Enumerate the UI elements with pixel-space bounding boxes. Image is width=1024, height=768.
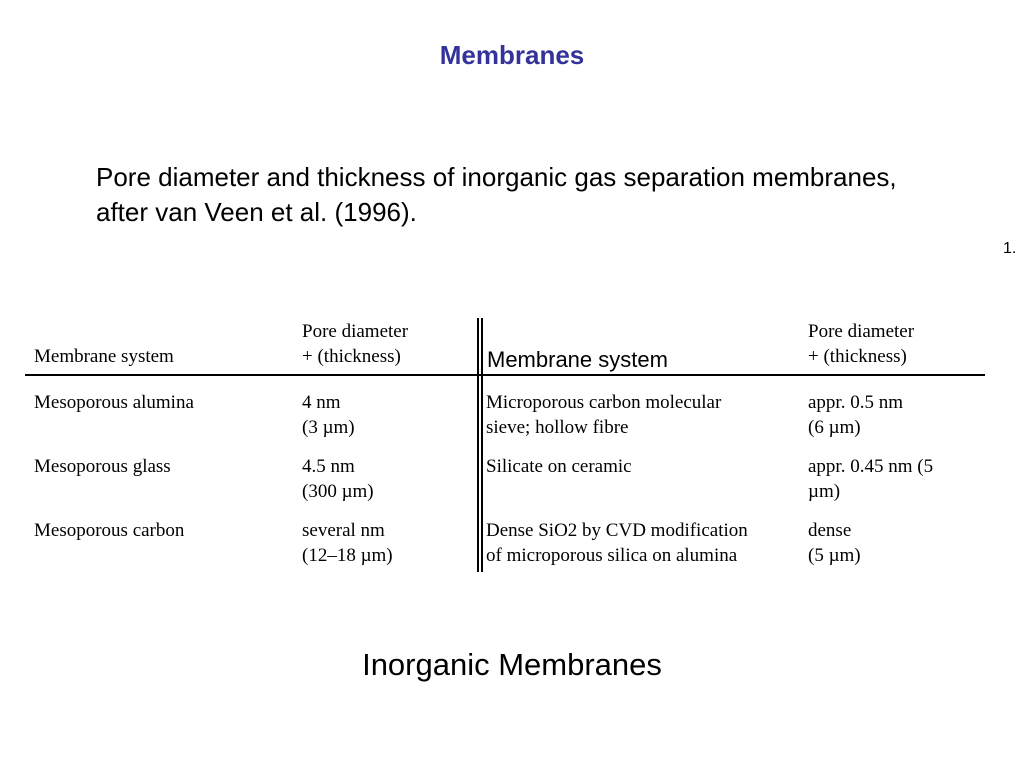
- row-3-left-system: Mesoporous carbon: [34, 520, 185, 541]
- row-1-left-pore: [302, 390, 355, 440]
- header-left-pore-line-2: + (thickness): [302, 346, 401, 367]
- header-right-membrane-system: Membrane system: [487, 347, 668, 372]
- row-2-left-system: Mesoporous glass: [34, 456, 171, 477]
- row-3-right-pore-line-2: (5 µm): [808, 545, 861, 566]
- bottom-title: Inorganic Membranes: [362, 647, 662, 682]
- row-1-right-system-line-1: Microporous carbon molecular: [486, 392, 722, 413]
- row-3-right-system-line-2: of microporous silica on alumina: [486, 545, 738, 566]
- row-2-right-system: [486, 454, 632, 479]
- row-3-right-pore: [808, 518, 861, 568]
- row-1-right-system-line-2: sieve; hollow fibre: [486, 417, 629, 438]
- stray-mark: 1.: [1003, 240, 1017, 257]
- header-right-pore-diameter: [808, 319, 914, 369]
- header-right-pore-line-1: Pore diameter: [808, 321, 915, 342]
- row-3-left-pore-line-1: several nm: [302, 520, 385, 541]
- slide-title: Membranes: [439, 40, 585, 70]
- row-1-right-pore: [808, 390, 903, 440]
- row-1-right-pore-line-1: appr. 0.5 nm: [808, 392, 903, 413]
- membrane-table: [25, 318, 985, 572]
- header-left-pore-line-1: Pore diameter: [302, 321, 409, 342]
- row-2-left-pore-line-1: 4.5 nm: [302, 456, 355, 477]
- row-3-right-system-line-1: Dense SiO2 by CVD modification: [486, 520, 748, 541]
- row-2-right-system-line-1: Silicate on ceramic: [486, 456, 632, 477]
- row-3-left-pore: [302, 518, 393, 568]
- row-2-left-pore-line-2: (300 µm): [302, 481, 374, 502]
- row-1-right-system: [486, 390, 721, 440]
- caption-line-1: Pore diameter and thickness of inorganic gas separation membranes,: [96, 162, 897, 192]
- row-3-left-pore-line-2: (12–18 µm): [302, 545, 393, 566]
- header-divider: [25, 374, 985, 376]
- row-1-left-pore-line-1: 4 nm: [302, 392, 341, 413]
- row-1-left-pore-line-2: (3 µm): [302, 417, 355, 438]
- column-divider-right: [481, 318, 483, 572]
- header-left-membrane-system: Membrane system: [34, 346, 174, 367]
- row-2-right-pore: [808, 454, 933, 504]
- row-3-right-system: [486, 518, 748, 568]
- row-2-right-pore-line-2: µm): [808, 481, 841, 502]
- row-2-right-pore-line-1: appr. 0.45 nm (5: [808, 456, 934, 477]
- row-1-right-pore-line-2: (6 µm): [808, 417, 861, 438]
- row-3-right-pore-line-1: dense: [808, 520, 852, 541]
- caption-line-2: after van Veen et al. (1996).: [96, 197, 417, 227]
- row-2-left-pore: [302, 454, 374, 504]
- slide-caption: [96, 160, 996, 230]
- header-right-pore-line-2: + (thickness): [808, 346, 907, 367]
- column-divider-left: [477, 318, 479, 572]
- row-1-left-system: Mesoporous alumina: [34, 392, 194, 413]
- header-left-pore-diameter: [302, 319, 408, 369]
